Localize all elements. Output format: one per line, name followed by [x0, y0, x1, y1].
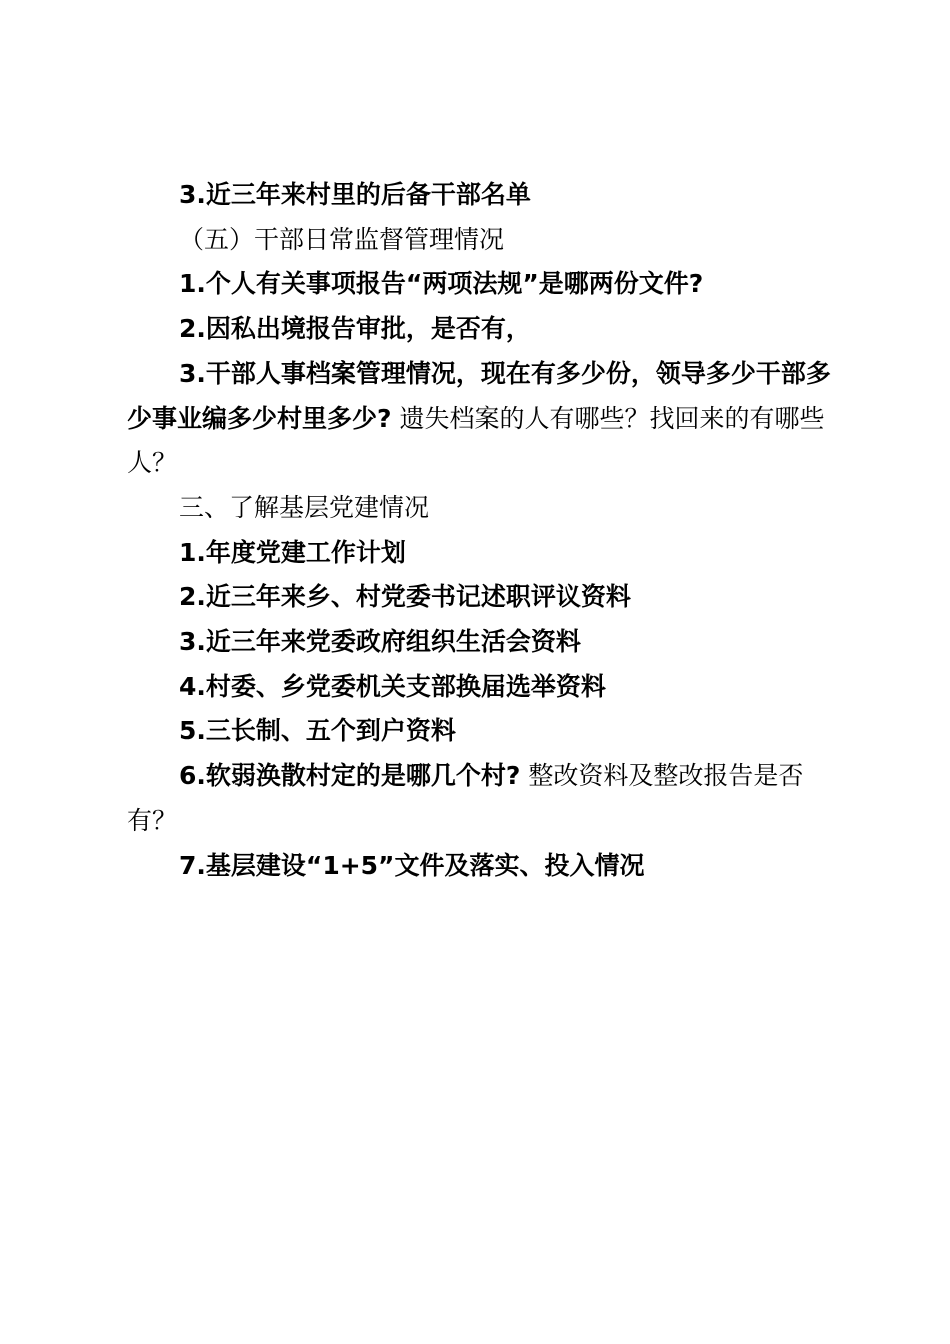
paragraph-1	[127, 173, 833, 218]
paragraph-6-normal: 三、了解基层党建情况	[179, 492, 430, 522]
paragraph-12-normal: 整改资料及整改报告是否有？	[127, 761, 804, 835]
paragraph-8-bold: 2.近三年来乡、村党委书记述职评议资料	[179, 582, 631, 612]
paragraph-9	[127, 620, 833, 665]
paragraph-5-normal: 遗失档案的人有哪些？找回来的有哪些人？	[127, 403, 825, 478]
document-body	[127, 173, 833, 888]
paragraph-12	[127, 754, 833, 843]
paragraph-2	[127, 218, 833, 263]
paragraph-13-bold: 7.基层建设“1+5”文件及落实、投入情况	[179, 850, 645, 880]
paragraph-3	[127, 262, 833, 307]
paragraph-4	[127, 307, 833, 352]
paragraph-11-bold: 5.三长制、五个到户资料	[179, 716, 456, 746]
paragraph-5-bold: 3.干部人事档案管理情况，现在有多少份，领导多少干部多少事业编多少村里多少?	[127, 358, 831, 433]
paragraph-1-bold: 3.近三年来村里的后备干部名单	[179, 180, 531, 209]
paragraph-10-bold: 4.村委、乡党委机关支部换届选举资料	[179, 671, 606, 701]
paragraph-3-bold: 1.个人有关事项报告“两项法规”是哪两份文件?	[179, 269, 704, 299]
paragraph-2-normal: （五）干部日常监督管理情况	[179, 224, 505, 254]
paragraph-13	[127, 844, 833, 889]
paragraph-9-bold: 3.近三年来党委政府组织生活会资料	[179, 627, 581, 657]
paragraph-11	[127, 709, 833, 754]
paragraph-5	[127, 352, 833, 486]
paragraph-4-bold: 2.因私出境报告审批，是否有，	[179, 314, 531, 344]
paragraph-12-bold: 6.软弱涣散村定的是哪几个村?	[179, 761, 521, 791]
paragraph-7	[127, 531, 833, 576]
paragraph-8	[127, 575, 833, 620]
paragraph-7-bold: 1.年度党建工作计划	[179, 537, 406, 567]
paragraph-6	[127, 486, 833, 531]
paragraph-10	[127, 665, 833, 710]
